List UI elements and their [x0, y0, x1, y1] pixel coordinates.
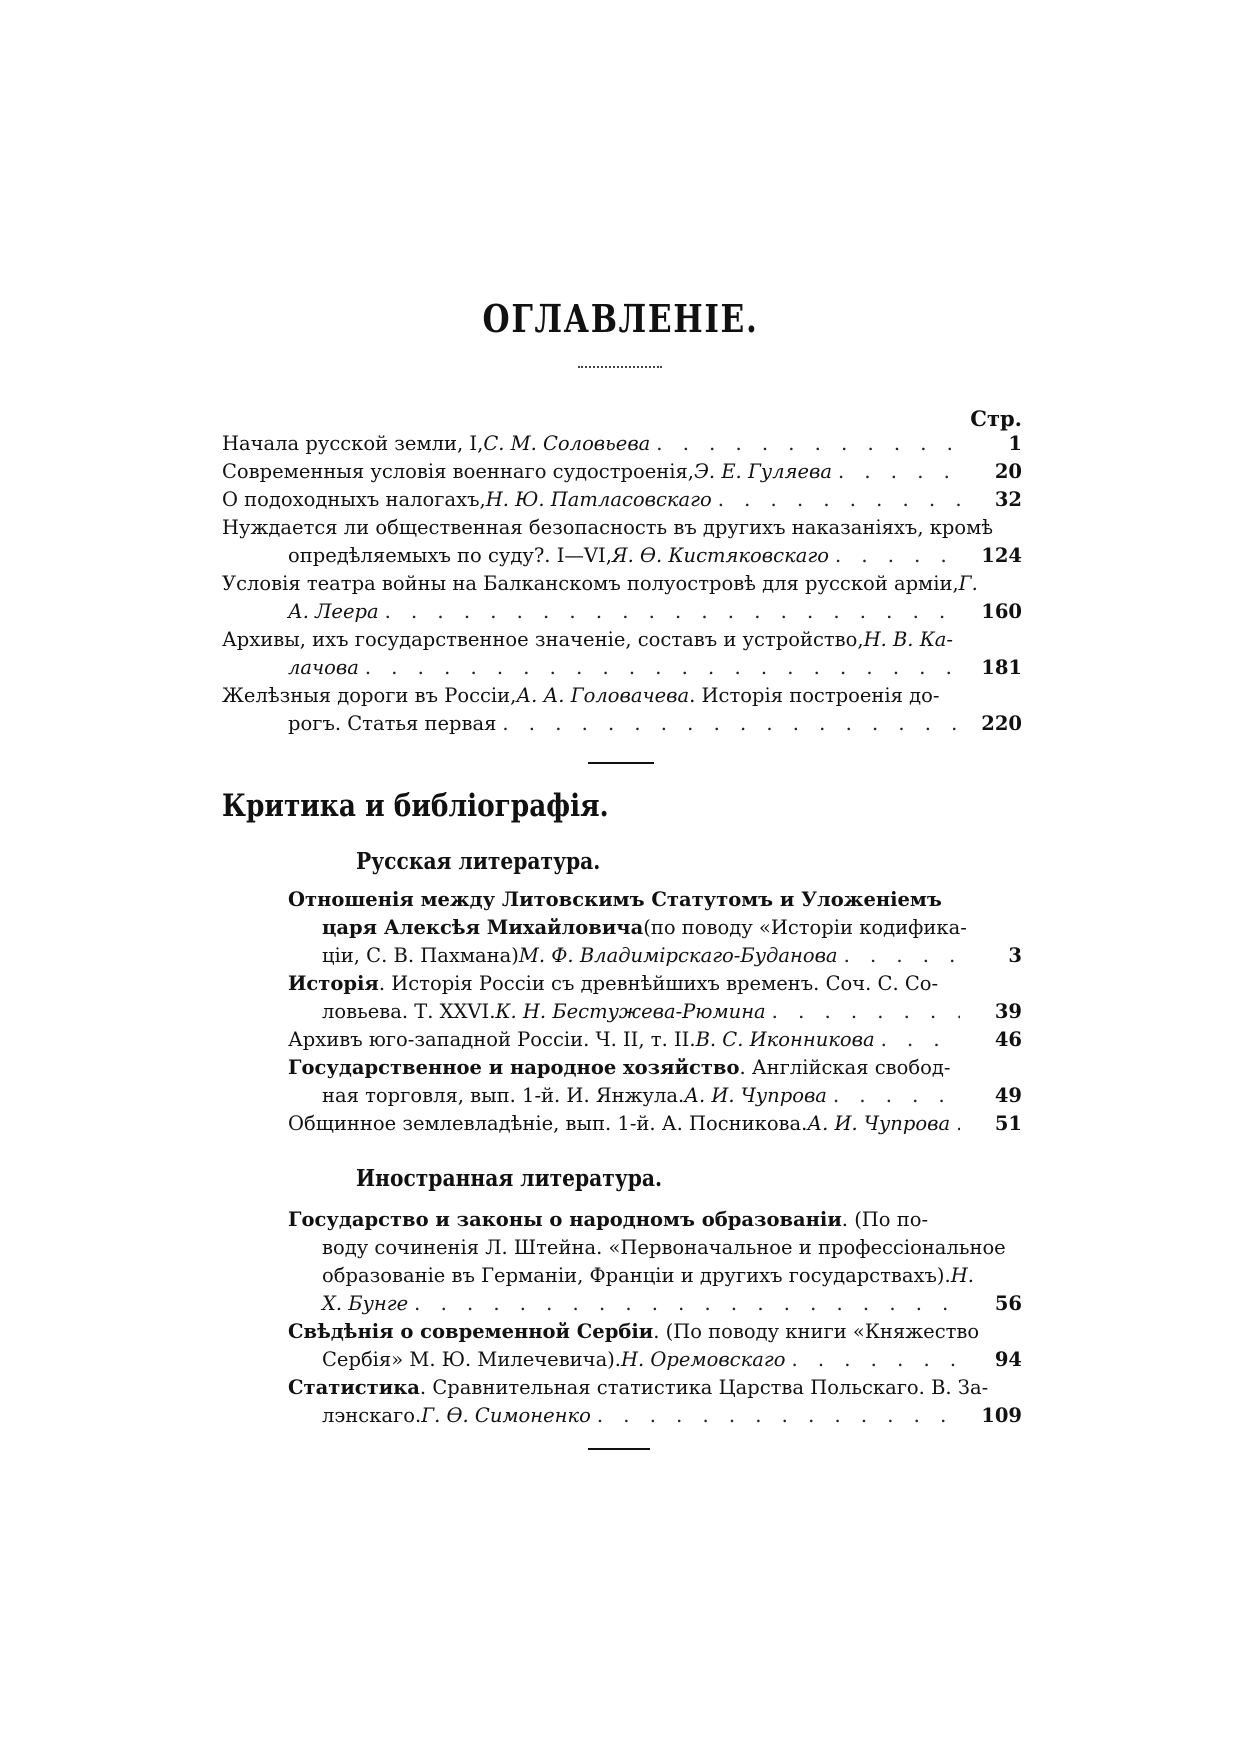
- entry-bold-title: Статистика: [288, 1376, 420, 1399]
- entry-page-number: 49: [994, 1084, 1022, 1107]
- page-column-label: Стр.: [970, 406, 1022, 431]
- entry-bold-title: Исторія: [288, 972, 379, 995]
- entry-line: [222, 542, 1022, 570]
- entry-text: Желѣзныя дороги въ Россіи,: [222, 684, 517, 707]
- entry-bold-title: Свѣдѣнія о современной Сербіи: [288, 1320, 654, 1343]
- entry-line: [288, 1206, 1022, 1234]
- entry-author: Н. В. Ка-: [863, 628, 954, 651]
- entry-author: Э. Е. Гуляева: [694, 460, 833, 483]
- entry-line: [288, 914, 1022, 942]
- entry-author: Х. Бунге: [322, 1292, 409, 1315]
- toc-entry: [222, 430, 1022, 458]
- toc-entry: [288, 1374, 1022, 1430]
- entry-page-number: 220: [981, 712, 1022, 735]
- entry-author: Н. Ю. Патласовскаго: [485, 488, 712, 511]
- entry-line: [288, 1290, 1022, 1318]
- toc-entry: [222, 682, 1022, 738]
- entry-author: М. Ф. Владимірскаго-Буданова: [518, 944, 838, 967]
- entry-text: Нуждается ли общественная безопасность въ другихъ наказаніяхъ, кромѣ: [222, 516, 994, 539]
- entry-text: Современныя условія военнаго судостроенія,: [222, 460, 694, 483]
- dot-leader: [502, 710, 960, 738]
- entry-author: лачова: [288, 656, 359, 679]
- dot-leader: [414, 1290, 960, 1318]
- entry-author: С. М. Соловьева: [483, 432, 651, 455]
- entry-line: [288, 970, 1022, 998]
- entry-line: [288, 998, 1022, 1026]
- entry-page-number: 51: [994, 1112, 1022, 1135]
- entry-line: [222, 458, 1022, 486]
- entry-text: . (По поводу книги «Княжество: [653, 1320, 980, 1343]
- dot-leader: [656, 430, 960, 458]
- dot-leader: [718, 486, 960, 514]
- entry-author: Н.: [950, 1264, 974, 1287]
- entry-author: Я. Ѳ. Кистяковскаго: [611, 544, 829, 567]
- entry-text: Условія театра войны на Балканскомъ полуостровѣ для русской арміи,: [222, 572, 959, 595]
- entry-author: В. С. Иконникова: [695, 1028, 875, 1051]
- entry-text: Сербія» М. Ю. Милечевича).: [322, 1348, 622, 1371]
- entry-line: [222, 626, 1022, 654]
- entry-line: [288, 1402, 1022, 1430]
- entry-text: ная торговля, вып. 1-й. И. Янжула.: [322, 1084, 685, 1107]
- toc-entry: [222, 514, 1022, 570]
- entry-text: Архивъ юго-западной Россіи. Ч. II, т. II.: [288, 1028, 696, 1051]
- entry-line: [288, 1234, 1022, 1262]
- section-divider: [588, 762, 654, 764]
- section-heading: Критика и библіографія.: [222, 788, 609, 824]
- entry-text: Начала русской земли, I,: [222, 432, 484, 455]
- entry-line: [222, 598, 1022, 626]
- entry-line: [288, 942, 1022, 970]
- entry-page-number: 56: [994, 1292, 1022, 1315]
- entry-line: [288, 1318, 1022, 1346]
- entry-line: [288, 1110, 1022, 1138]
- russian-literature-heading: Русская литература.: [356, 848, 601, 875]
- entry-page-number: 3: [1008, 944, 1022, 967]
- entry-text: опредѣляемыхъ по суду?. I—VI,: [288, 544, 612, 567]
- entry-page-number: 124: [981, 544, 1022, 567]
- end-divider: [588, 1448, 650, 1450]
- entry-page-number: 32: [994, 488, 1022, 511]
- toc-entry: [222, 570, 1022, 626]
- page-title: ОГЛАВЛЕНІЕ.: [482, 296, 759, 341]
- entry-text: образованіе въ Германіи, Франціи и другихъ государствахъ).: [322, 1264, 951, 1287]
- entry-page-number: 39: [994, 1000, 1022, 1023]
- entry-text: лэнскаго.: [322, 1404, 422, 1427]
- entry-line: [288, 1262, 1022, 1290]
- title-ornament: [578, 366, 662, 374]
- dot-leader: [791, 1346, 960, 1374]
- entry-text: . (По по-: [841, 1208, 929, 1231]
- toc-entry: [288, 1110, 1022, 1138]
- entry-text: . Исторія построенія до-: [689, 684, 940, 707]
- entry-author: А. И. Чупрова: [807, 1112, 951, 1135]
- entry-author: А. Леера: [288, 600, 379, 623]
- toc-entry: [288, 1318, 1022, 1374]
- entry-author: Г. Ѳ. Симоненко: [421, 1404, 591, 1427]
- toc-entry: [222, 486, 1022, 514]
- entry-line: [222, 682, 1022, 710]
- entry-text: ціи, С. В. Пахмана): [322, 944, 519, 967]
- entry-line: [222, 570, 1022, 598]
- entry-text: . Англійская свобод-: [739, 1056, 951, 1079]
- entry-page-number: 46: [994, 1028, 1022, 1051]
- entry-page-number: 109: [981, 1404, 1022, 1427]
- dot-leader: [838, 458, 960, 486]
- dot-leader: [365, 654, 960, 682]
- foreign-literature-heading: Иностранная литература.: [356, 1165, 663, 1192]
- entry-line: [222, 514, 1022, 542]
- entry-text: . Исторія Россіи съ древнѣйшихъ временъ. Соч. С. Со-: [378, 972, 939, 995]
- dot-leader: [597, 1402, 960, 1430]
- toc-entry: [288, 1026, 1022, 1054]
- entry-line: [222, 430, 1022, 458]
- entry-page-number: 181: [981, 656, 1022, 679]
- dot-leader: [835, 542, 960, 570]
- entry-page-number: 94: [994, 1348, 1022, 1371]
- entry-text: О подоходныхъ налогахъ,: [222, 488, 486, 511]
- entry-text: . Сравнительная статистика Царства Польскаго. В. За-: [419, 1376, 989, 1399]
- entry-text: воду сочиненія Л. Штейна. «Первоначальное и профессіональное: [322, 1236, 1006, 1259]
- entry-bold-title: Государство и законы о народномъ образованіи: [288, 1208, 842, 1231]
- entry-text: Общинное землевладѣніе, вып. 1-й. А. Посникова.: [288, 1112, 808, 1135]
- dot-leader: [385, 598, 960, 626]
- toc-entry: [288, 970, 1022, 1026]
- dot-leader: [881, 1026, 960, 1054]
- dot-leader: [772, 998, 960, 1026]
- entry-author: А. А. Головачева: [516, 684, 690, 707]
- toc-entry: [222, 458, 1022, 486]
- entry-line: [222, 654, 1022, 682]
- entry-line: [288, 1346, 1022, 1374]
- entry-page-number: 1: [1008, 432, 1022, 455]
- entry-text: (по поводу «Исторіи кодифика-: [643, 916, 967, 939]
- entry-author: Г.: [958, 572, 978, 595]
- entry-line: [288, 886, 1022, 914]
- toc-entry: [222, 626, 1022, 682]
- entry-line: [222, 486, 1022, 514]
- toc-entry: [288, 1054, 1022, 1110]
- entry-line: [288, 1374, 1022, 1402]
- dot-leader: [833, 1082, 960, 1110]
- entry-author: К. Н. Бестужева-Рюмина: [495, 1000, 766, 1023]
- toc-entry: [288, 1206, 1022, 1318]
- entry-text: Архивы, ихъ государственное значеніе, составъ и устройство,: [222, 628, 864, 651]
- entry-author: А. И. Чупрова: [684, 1084, 827, 1107]
- entry-page-number: 20: [994, 460, 1022, 483]
- dot-leader: [844, 942, 960, 970]
- entry-page-number: 160: [981, 600, 1022, 623]
- entry-text: рогъ. Статья первая: [288, 712, 497, 735]
- entry-author: Н. Оремовскаго: [621, 1348, 786, 1371]
- entry-bold-title: царя Алексѣя Михайловича: [322, 916, 644, 939]
- entry-bold-title: Государственное и народное хозяйство: [288, 1056, 740, 1079]
- entry-bold-title: Отношенія между Литовскимъ Статутомъ и Уложеніемъ: [288, 888, 942, 911]
- entry-line: [222, 710, 1022, 738]
- entry-line: [288, 1026, 1022, 1054]
- entry-line: [288, 1054, 1022, 1082]
- toc-entry: [288, 886, 1022, 970]
- entry-line: [288, 1082, 1022, 1110]
- entry-text: ловьева. Т. XXVI.: [322, 1000, 496, 1023]
